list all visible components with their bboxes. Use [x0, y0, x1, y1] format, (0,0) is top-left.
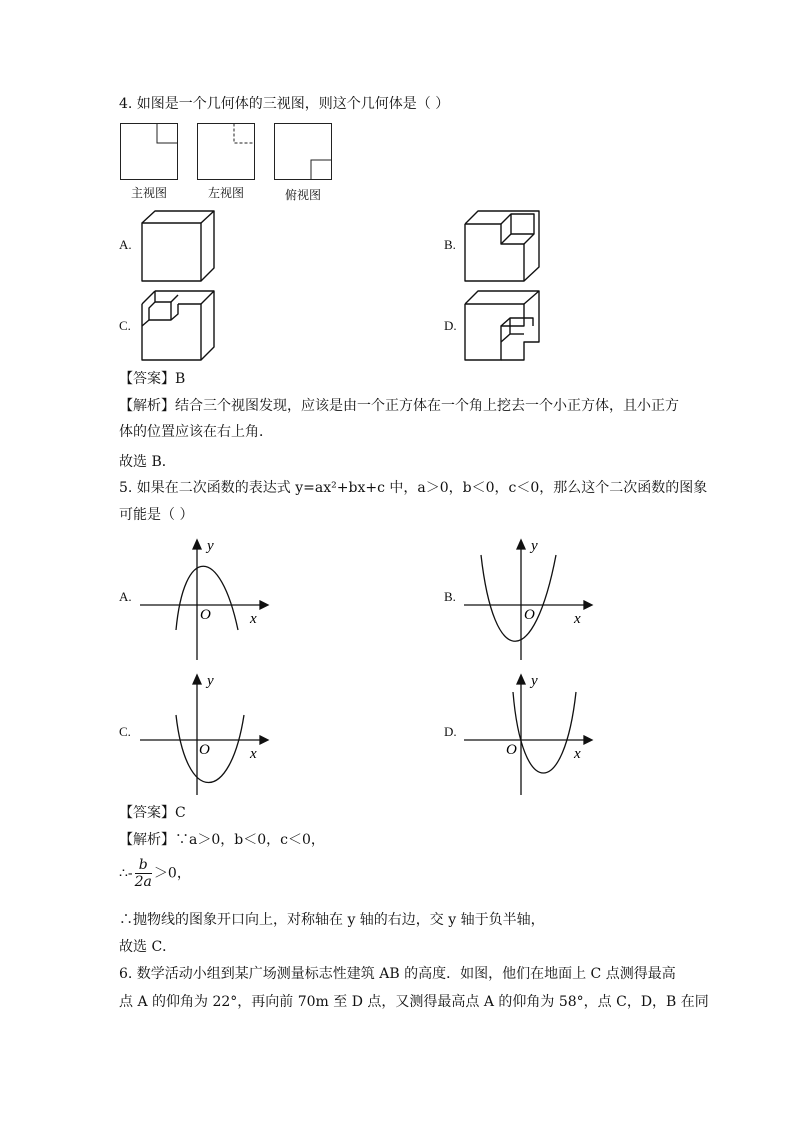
q4-option-b-label: B. [444, 237, 456, 252]
graph-c-y-label: y [207, 673, 214, 689]
q4-option-a-label: A. [119, 237, 132, 252]
view-caption-top: 俯视图 [284, 188, 321, 202]
graph-a-y-label: y [207, 538, 214, 554]
graph-c [140, 670, 270, 795]
view-caption-left: 左视图 [207, 186, 244, 200]
graph-b-y-label: y [531, 538, 538, 554]
q4-option-c-label: C. [119, 318, 131, 333]
q4-stem: 4. 如图是一个几何体的三视图，则这个几何体是（ ） [119, 96, 450, 112]
q5-conclusion: 故选 C． [119, 939, 177, 955]
q4-option-d-label: D. [444, 318, 457, 333]
graph-c-x-label: x [250, 746, 257, 762]
q5-option-d-label: D. [444, 724, 457, 739]
fraction-denominator: 2a [134, 874, 152, 890]
q4-analysis-line2: 体的位置应该在右上角． [119, 424, 273, 440]
top-view-figure [274, 123, 334, 181]
q4-conclusion: 故选 B． [119, 454, 176, 470]
cube-a-figure [141, 210, 216, 282]
q5-analysis-fraction-line [119, 857, 191, 890]
graph-b [464, 535, 594, 660]
q5-option-c-label: C. [119, 724, 131, 739]
fraction-numerator: b [135, 857, 152, 874]
graph-b-origin: O [524, 607, 535, 623]
view-caption-front: 主视图 [130, 186, 167, 200]
q5-answer: 【答案】C [119, 805, 186, 821]
q6-stem-line2: 点 A 的仰角为 22°，再向前 70m 至 D 点，又测得最高点 A 的仰角为 58°，点 C，D，B 在同 [119, 994, 709, 1010]
cube-b-figure [464, 209, 542, 283]
graph-d-origin: O [506, 742, 517, 758]
frac-prefix: ∴- [119, 865, 133, 882]
graph-c-origin: O [199, 742, 210, 758]
graph-a-x-label: x [250, 611, 257, 627]
q5-analysis-line1: 【解析】∵a＞0，b＜0，c＜0， [119, 832, 325, 848]
q5-stem-line2: 可能是（ ） [119, 507, 194, 523]
cube-d-figure [464, 290, 542, 362]
fraction [135, 857, 152, 890]
frac-suffix: ＞0， [153, 865, 191, 882]
graph-b-x-label: x [574, 611, 581, 627]
q5-option-b-label: B. [444, 589, 456, 604]
left-view-figure [197, 123, 257, 181]
q6-stem-line1: 6. 数学活动小组到某广场测量标志性建筑 AB 的高度．如图，他们在地面上 C 点测得最高 [119, 966, 676, 982]
q4-answer: 【答案】B [119, 371, 186, 387]
q5-option-a-label: A. [119, 589, 132, 604]
graph-a [140, 535, 270, 660]
graph-a-origin: O [200, 607, 211, 623]
front-view-figure [120, 123, 180, 181]
graph-d-y-label: y [531, 673, 538, 689]
cube-c-figure [141, 290, 217, 362]
q4-analysis-line1: 【解析】结合三个视图发现，应该是由一个正方体在一个角上挖去一个小正方体，且小正方 [119, 398, 679, 414]
q5-analysis-line3: ∴抛物线的图象开口向上，对称轴在 y 轴的右边，交 y 轴于负半轴， [119, 912, 545, 928]
graph-d [464, 670, 594, 795]
graph-d-x-label: x [574, 746, 581, 762]
q5-stem-line1: 5. 如果在二次函数的表达式 y=ax²+bx+c 中，a＞0，b＜0，c＜0，那么这个二次函数的图象 [119, 480, 708, 496]
